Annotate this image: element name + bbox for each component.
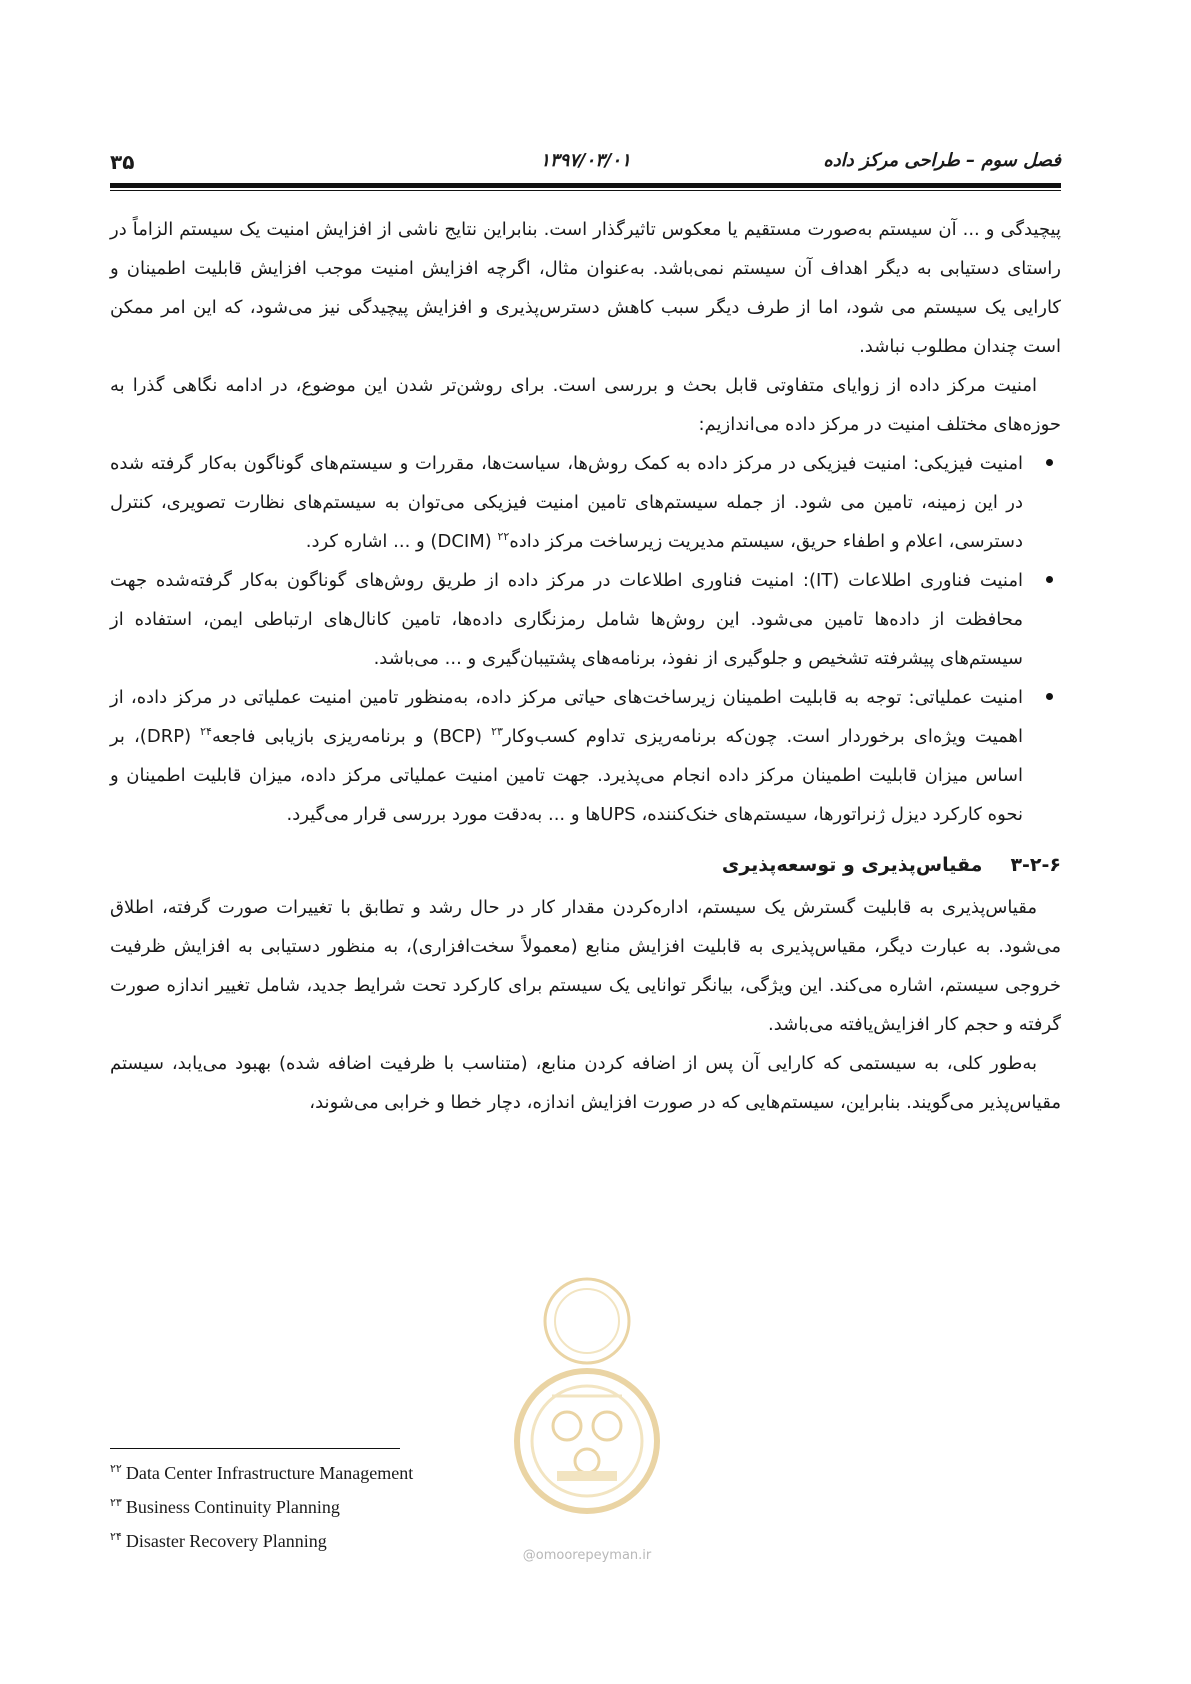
bullet-item-operational-security — [110, 678, 1023, 834]
section-number: ۳-۲-۶ — [1010, 854, 1061, 876]
page-number: ۳۵ — [110, 150, 135, 174]
bullet-text: امنیت عملیاتی: توجه به قابلیت اطمینان زیرساخت‌های حیاتی مرکز داده، به‌منظور تامین امنیت عملیاتی در مرکز داده، از اهمیت ویژه‌ای برخوردار است. چون‌که برنامه‌ریزی تداوم کسب‌وکار — [110, 687, 1024, 747]
bullet-text: (DCIM) و ... اشاره کرد. — [305, 531, 498, 552]
header-rule-thin — [110, 190, 1061, 191]
paragraph: به‌طور کلی، به سیستمی که کارایی آن پس از اضافه کردن منابع، (متناسب با ظرفیت اضافه شده) بهبود می‌یابد، سیستم مقیاس‌پذیر می‌گویند. بنابراین، سیستم‌هایی که در صورت افزایش اندازه، دچار خطا و خرابی می‌شوند، — [110, 1053, 1061, 1113]
header-rule-thick — [110, 183, 1061, 188]
bullet-text: (BCP) و برنامه‌ریزی بازیابی فاجعه — [211, 726, 492, 747]
bullet-text: امنیت فیزیکی: امنیت فیزیکی در مرکز داده به کمک روش‌ها، سیاست‌ها، مقررات و سیستم‌های گوناگون به‌کار گرفته شده در این زمینه، تامین می شود. از جمله سیستم‌های تامین امنیت فیزیکی می‌توان به سیستم‌های نظارت تصویری، کنترل دسترسی، اعلام و اطفاء حریق، سیستم مدیریت زیرساخت مرکز داده — [110, 453, 1023, 552]
footnote-ref[interactable]: ۲۳ — [491, 725, 503, 738]
page-header — [110, 150, 1061, 178]
watermark-logo-icon — [512, 1266, 662, 1536]
chapter-title: فصل سوم – طراحی مرکز داده — [823, 150, 1061, 171]
paragraph: پیچیدگی و ... آن سیستم به‌صورت مستقیم یا معکوس تاثیرگذار است. بنابراین نتایج ناشی از افزایش امنیت یک سیستم الزاماً در راستای دستیابی به دیگر اهداف آن سیستم نمی‌باشد. به‌عنوان مثال، اگرچه افزایش امنیت موجب افزایش قابلیت اطمینان و کارایی یک سیستم می شود، اما از طرف دیگر سبب کاهش دسترس‌پذیری و افزایش پیچیدگی نیز می‌شود، که این امر ممکن است چندان مطلوب نباشد. — [110, 219, 1061, 357]
footnote-number: ۲۳ — [110, 1497, 122, 1509]
footnote-text: Disaster Recovery Planning — [125, 1531, 327, 1551]
footnote-ref[interactable]: ۲۲ — [497, 530, 510, 543]
bullet-list — [110, 444, 1061, 834]
header-date: ۱۳۹۷/۰۳/۰۱ — [540, 150, 631, 171]
section-heading — [110, 844, 1061, 886]
footnote-text: Data Center Infrastructure Management — [125, 1463, 414, 1483]
bullet-item-physical-security — [110, 444, 1023, 561]
paragraph: مقیاس‌پذیری به قابلیت گسترش یک سیستم، اداره‌کردن مقدار کار در حال رشد و تطابق با تغییرات صورت گرفته، اطلاق می‌شود. به عبارت دیگر، مقیاس‌پذیری به قابلیت افزایش منابع (معمولاً سخت‌افزاری)، به منظور دستیابی به افزایش ظرفیت خروجی سیستم، اشاره می‌کند. این ویژگی، بیانگر توانایی یک سیستم برای کارکرد تحت شرایط جدید، شامل تغییر اندازه صورت گرفته و حجم کار افزایش‌یافته می‌باشد. — [110, 897, 1061, 1035]
footnote-separator — [110, 1448, 400, 1449]
bullet-text: امنیت فناوری اطلاعات (IT): امنیت فناوری اطلاعات در مرکز داده از طریق روش‌های گوناگون به‌کار گرفته‌شده جهت محافظت از داده‌ها تامین می‌شود. این روش‌ها شامل رمزنگاری داده‌ها، تامین کانال‌های ارتباطی ایمن، استفاده از سیستم‌های پیشرفته تشخیص و جلوگیری از نفوذ، برنامه‌های پشتیبان‌گیری و ... می‌باشد. — [110, 570, 1023, 669]
footnote-number: ۲۲ — [110, 1463, 122, 1475]
paragraph: امنیت مرکز داده از زوایای متفاوتی قابل بحث و بررسی است. برای روشن‌تر شدن این موضوع، در ادامه نگاهی گذرا به حوزه‌های مختلف امنیت در مرکز داده می‌اندازیم: — [110, 375, 1061, 435]
bullet-icon — [1046, 693, 1053, 700]
section-title: مقیاس‌پذیری و توسعه‌پذیری — [721, 854, 983, 876]
page-body — [110, 210, 1061, 1122]
watermark-url: @omoorepeyman.ir — [522, 1548, 652, 1563]
bullet-item-it-security — [110, 561, 1023, 678]
footnote-ref[interactable]: ۲۴ — [200, 725, 212, 738]
bullet-icon — [1046, 576, 1053, 583]
footnote-number: ۲۴ — [110, 1531, 122, 1543]
bullet-icon — [1046, 459, 1053, 466]
footnote-text: Business Continuity Planning — [125, 1497, 340, 1517]
bullet-text: (DRP)، بر اساس میزان قابلیت اطمینان مرکز داده انجام می‌پذیرد. جهت تامین امنیت عملیاتی مرکز داده، میزان قابلیت اطمینان و نحوه کارکرد دیزل ژنراتورها، سیستم‌های خنک‌کننده، UPSها و ... به‌دقت مورد بررسی قرار می‌گیرد. — [110, 726, 1023, 825]
